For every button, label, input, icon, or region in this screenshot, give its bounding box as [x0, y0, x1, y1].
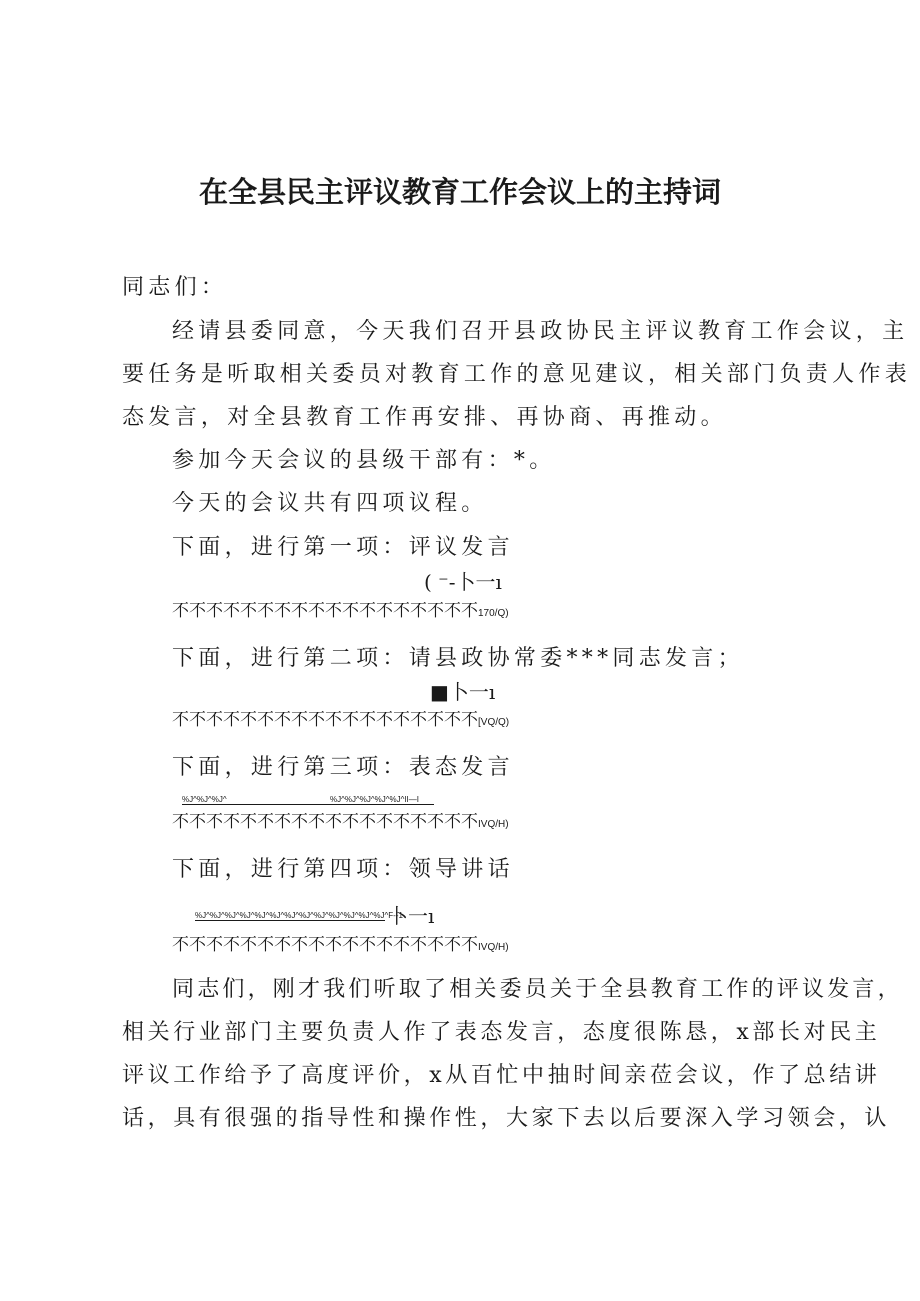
document-title: 在全县民主评议教育工作会议上的主持词 — [198, 175, 721, 209]
paragraph2-line-3: 评议工作给予了高度评价，x从百忙中抽时间亲莅会议，作了总结讲 — [122, 1063, 881, 1088]
agenda-item-3-rule-left: %J^%J^%J^ — [182, 795, 330, 805]
agenda-item-1-heading: 下面，进行第一项：评议发言 — [172, 535, 514, 560]
garbled-tail: IVQ/H) — [478, 819, 509, 830]
agenda-item-3-garbled-line — [172, 807, 509, 832]
agenda-item-1-garbled-line — [172, 596, 509, 621]
agenda-item-2-heading: 下面，进行第二项：请县政协常委***同志发言； — [172, 646, 744, 671]
paragraph1-line-3: 态发言，对全县教育工作再安排、再协商、再推动。 — [122, 405, 727, 430]
garbled-chars: 不不不不不不不不不不不不不不不不不不 — [172, 935, 478, 955]
agenda-item-3-rule-right: %J^%J^%J^%J^%J^II—I — [330, 795, 434, 805]
agenda-item-1-mark: ( ⁻-卜一ı — [424, 570, 502, 594]
garbled-chars: 不不不不不不不不不不不不不不不不不不 — [172, 812, 478, 832]
garbled-tail: IVQ/H) — [478, 942, 509, 953]
agenda-item-2-garbled-line — [172, 705, 509, 730]
agenda-item-4-garbled-line — [172, 930, 509, 955]
agenda-item-4-mark: 卜一ı — [388, 904, 435, 928]
agenda-item-3-heading: 下面，进行第三项：表态发言 — [172, 755, 514, 780]
agenda-intro: 今天的会议共有四项议程。 — [172, 491, 488, 516]
paragraph1-line-1: 经请县委同意，今天我们召开县政协民主评议教育工作会议，主 — [172, 319, 909, 344]
salutation: 同志们： — [122, 275, 228, 300]
agenda-item-4-heading: 下面，进行第四项：领导讲话 — [172, 857, 514, 882]
paragraph2-line-1: 同志们，刚才我们听取了相关委员关于全县教育工作的评议发言， — [172, 977, 903, 1002]
paragraph2-line-4: 话，具有很强的指导性和操作性，大家下去以后要深入学习领会，认 — [122, 1106, 891, 1131]
garbled-chars: 不不不不不不不不不不不不不不不不不不 — [172, 601, 478, 621]
garbled-tail: 170/Q) — [478, 608, 509, 619]
garbled-tail: [VQ/Q) — [478, 717, 510, 728]
agenda-item-2-mark: ■卜一ı — [430, 680, 496, 704]
paragraph1-line-2: 要任务是听取相关委员对教育工作的意见建议，相关部门负责人作表 — [122, 362, 912, 387]
garbled-chars: 不不不不不不不不不不不不不不不不不不 — [172, 710, 478, 730]
attendees-line: 参加今天会议的县级干部有：*。 — [172, 448, 556, 473]
paragraph2-line-2: 相关行业部门主要负责人作了表态发言，态度很陈恳，x部长对民主 — [122, 1020, 881, 1045]
agenda-item-4-rule: %J^%J^%J^%J^%J^%J^%J^%J^%J^%J^%J^%J^%J^F--1 — [195, 911, 403, 920]
